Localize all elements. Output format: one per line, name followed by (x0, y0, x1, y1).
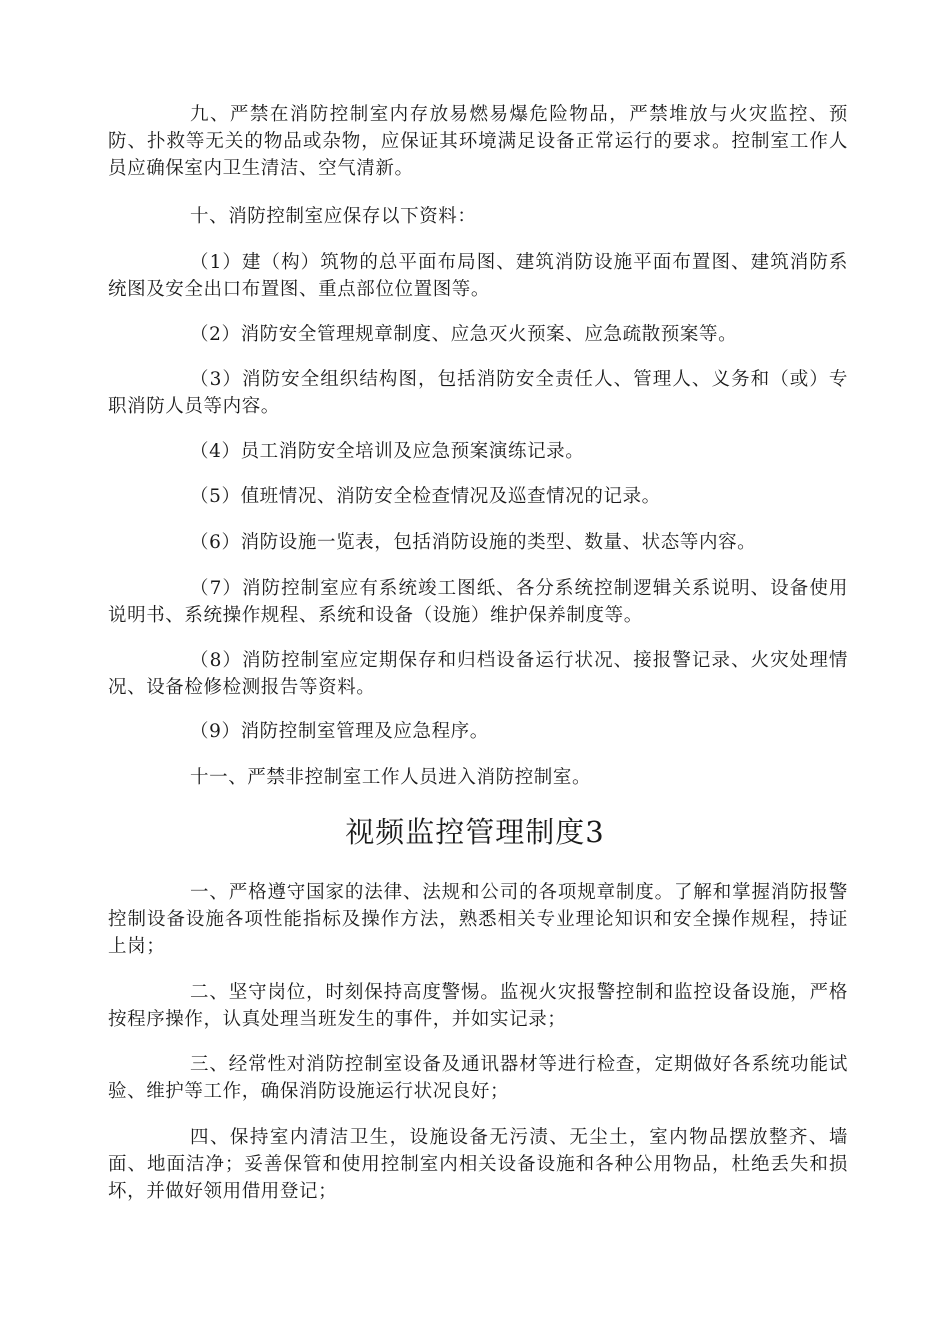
paragraph-eleven: 十一、严禁非控制室工作人员进入消防控制室。 (190, 767, 592, 788)
list-item: （5）值班情况、消防安全检查情况及巡查情况的记录。 (190, 486, 661, 507)
regulation-paragraph-three: 三、经常性对消防控制室设备及通讯器材等进行检查，定期做好各系统功能试验、维护等工作，确保消防设施运行状况良好； (108, 1054, 848, 1102)
list-item: （7）消防控制室应有系统竣工图纸、各分系统控制逻辑关系说明、设备使用说明书、系统操作规程、系统和设备（设施）维护保养制度等。 (108, 578, 848, 626)
regulation-paragraph-four: 四、保持室内清洁卫生，设施设备无污渍、无尘土，室内物品摆放整齐、墙面、地面洁净；妥善保管和使用控制室内相关设备设施和各种公用物品，杜绝丢失和损坏，并做好领用借用登记； (108, 1127, 848, 1202)
regulation-paragraph-two: 二、坚守岗位，时刻保持高度警惕。监视火灾报警控制和监控设备设施，严格按程序操作，认真处理当班发生的事件，并如实记录； (108, 982, 848, 1030)
list-item: （9）消防控制室管理及应急程序。 (190, 721, 489, 742)
paragraph-nine: 九、严禁在消防控制室内存放易燃易爆危险物品，严禁堆放与火灾监控、预防、扑救等无关的物品或杂物，应保证其环境满足设备正常运行的要求。控制室工作人员应确保室内卫生清洁、空气清新。 (108, 104, 848, 179)
list-item: （8）消防控制室应定期保存和归档设备运行状况、接报警记录、火灾处理情况、设备检修检测报告等资料。 (108, 650, 848, 698)
list-item: （3）消防安全组织结构图，包括消防安全责任人、管理人、义务和（或）专职消防人员等内容。 (108, 369, 848, 417)
regulation-paragraph-one: 一、严格遵守国家的法律、法规和公司的各项规章制度。了解和掌握消防报警控制设备设施各项性能指标及操作方法，熟悉相关专业理论知识和安全操作规程，持证上岗； (108, 882, 848, 957)
paragraph-ten: 十、消防控制室应保存以下资料： (190, 206, 477, 227)
list-item: （6）消防设施一览表，包括消防设施的类型、数量、状态等内容。 (190, 532, 757, 553)
list-item: （1）建（构）筑物的总平面布局图、建筑消防设施平面布置图、建筑消防系统图及安全出口布置图、重点部位位置图等。 (108, 252, 848, 300)
list-item: （2）消防安全管理规章制度、应急灭火预案、应急疏散预案等。 (190, 324, 738, 345)
list-item: （4）员工消防安全培训及应急预案演练记录。 (190, 441, 585, 462)
section-title: 视频监控管理制度3 (345, 815, 605, 849)
